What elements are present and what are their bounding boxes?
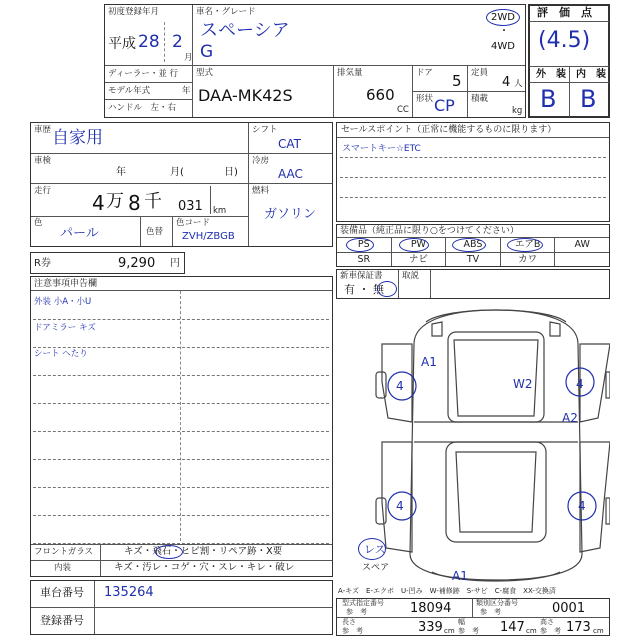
equipment-item: ナビ xyxy=(392,253,447,266)
equipment-item: ABS xyxy=(446,238,501,252)
damage-mark: 4 xyxy=(396,379,404,393)
grade: G xyxy=(200,42,214,62)
mileage-unit: km xyxy=(213,206,227,216)
type-label: 型式 xyxy=(196,68,214,78)
dealer-label: ディーラー・並 行 xyxy=(108,69,179,79)
reg-label: 登録番号 xyxy=(40,614,84,627)
header-box xyxy=(104,4,526,118)
notes-rule xyxy=(33,515,329,516)
shift-label: シフト xyxy=(252,125,278,135)
notes-line: ドアミラー キズ xyxy=(34,323,96,333)
abs-circle xyxy=(452,238,486,252)
history: 自家用 xyxy=(52,128,103,148)
approval-label: 型式指定番号 xyxy=(342,599,384,607)
equipment-item: SR xyxy=(337,253,392,266)
inspection-month: 月( xyxy=(170,167,184,178)
equipment-item: TV xyxy=(446,253,501,266)
category: 0001 xyxy=(552,601,586,616)
equipment-item: AW xyxy=(574,239,590,250)
mileage-rest: 031 xyxy=(178,199,203,214)
shape: CP xyxy=(434,96,455,115)
notes-box xyxy=(30,276,333,577)
mileage-sen-unit: 千 xyxy=(144,191,162,212)
equipment-item: カワ xyxy=(501,253,556,266)
damage-mark: 4 xyxy=(578,499,586,513)
notes-line: 外装 小A・小U xyxy=(34,297,92,307)
r-label: R券 xyxy=(34,258,51,269)
airbag-circle xyxy=(507,238,543,252)
notes-label: 注意事項申告欄 xyxy=(34,279,98,289)
interior-label: 内 装 xyxy=(576,69,606,80)
exterior-grade: B xyxy=(540,85,557,113)
equipment-item: PS xyxy=(337,238,392,252)
fuel: ガソリン xyxy=(264,207,317,222)
interior-label-row: 内装 xyxy=(54,563,72,573)
capacity-label: 定員 xyxy=(471,68,489,78)
approval-sub: 参 考 xyxy=(346,608,367,616)
manual-label: 取説 xyxy=(402,271,420,281)
warranty-circle xyxy=(377,281,397,297)
sales-point-label: セールスポイント（正常に機能するものに限ります） xyxy=(341,125,557,135)
damage-mark: 4 xyxy=(576,377,584,391)
mileage-label: 走行 xyxy=(34,186,52,196)
chassis-label: 車台番号 xyxy=(40,586,84,599)
r-amount: 9,290 xyxy=(118,256,156,271)
pw-circle xyxy=(399,238,429,252)
width-sub: 参 考 xyxy=(458,627,479,635)
color-label: 色 xyxy=(34,218,43,228)
drive-dot: ・ xyxy=(499,26,509,37)
notes-line: シート へたり xyxy=(34,349,88,359)
notes-rule xyxy=(33,403,329,404)
displacement: 660 xyxy=(366,86,395,104)
notes-rule xyxy=(33,319,329,320)
color-change-label: 色替 xyxy=(146,227,164,237)
height-unit: cm xyxy=(593,627,604,635)
notes-rule xyxy=(33,459,329,460)
damage-mark: A1 xyxy=(452,569,468,583)
reg-month: 2 xyxy=(172,32,183,52)
notes-rule xyxy=(33,431,329,432)
r-box xyxy=(30,252,185,274)
shape-label: 形状 xyxy=(416,94,434,104)
model-year-label: モデル年式 xyxy=(108,86,151,96)
model-year-unit: 年 xyxy=(182,86,191,96)
car-name-label: 車名・グレード xyxy=(196,7,256,17)
history-label: 車歴 xyxy=(34,125,52,135)
spare-text: スペア xyxy=(362,563,390,573)
equipment-row-2 xyxy=(337,253,609,266)
category-sub: 参 考 xyxy=(480,608,501,616)
door-label: ドア xyxy=(416,68,433,78)
inspection-year: 年 xyxy=(116,167,126,178)
ac-label: 冷房 xyxy=(252,156,270,166)
damage-mark: A2 xyxy=(562,411,578,425)
warranty-value: 有 ・ 無 xyxy=(344,283,384,296)
notes-rule xyxy=(33,487,329,488)
length-unit: cm xyxy=(444,627,455,635)
displacement-unit: CC xyxy=(397,105,409,115)
color: パール xyxy=(60,226,99,241)
front-glass-label: フロントガラス xyxy=(34,547,93,557)
height-label: 高さ xyxy=(540,618,554,626)
doors: 5 xyxy=(452,72,462,90)
inspection-day: 日) xyxy=(224,167,238,178)
width-label: 幅 xyxy=(458,618,465,626)
damage-mark: 4 xyxy=(396,499,404,513)
reg-year: 28 xyxy=(138,32,160,52)
length-sub: 参 考 xyxy=(342,627,363,635)
month-unit: 月 xyxy=(184,53,193,63)
damage-mark: W2 xyxy=(513,377,533,391)
length-label: 長さ xyxy=(342,618,356,626)
drive-4wd: 4WD xyxy=(491,41,515,52)
color-code: ZVH/ZBGB xyxy=(182,231,235,242)
width-unit: cm xyxy=(526,627,537,635)
mileage-man-unit: 万 xyxy=(106,191,124,212)
exterior-label: 外 装 xyxy=(536,69,566,80)
approval: 18094 xyxy=(410,601,452,616)
category-label: 類別区分番号 xyxy=(476,599,518,607)
mileage-man: 4 xyxy=(92,191,105,215)
fuel-label: 燃料 xyxy=(252,186,270,196)
inspection-label: 車検 xyxy=(34,156,52,166)
r-unit: 円 xyxy=(170,258,180,269)
notes-rule xyxy=(33,347,329,348)
interior-grade: B xyxy=(580,85,597,113)
equipment-item xyxy=(555,253,609,266)
drive-2wd: 2WD xyxy=(491,12,515,23)
equipment-item: PW xyxy=(392,238,447,252)
ac: AAC xyxy=(278,167,303,181)
warranty-label: 新車保証書 xyxy=(340,271,383,281)
damage-legend: A-キズ E-エクボ U-凹み W-補修跡 S-サビ C-腐食 XX-交換済 xyxy=(338,587,556,595)
chassis-value: 135264 xyxy=(104,585,154,600)
spare-label: レス xyxy=(364,543,386,556)
stone-chip-circle xyxy=(155,545,183,559)
equipment-label: 装備品（純正品に限り○をつけてください） xyxy=(340,226,519,236)
height-sub: 参 考 xyxy=(540,627,561,635)
load-unit: kg xyxy=(512,106,523,116)
mileage-sen: 8 xyxy=(128,191,141,215)
era: 平成 xyxy=(108,36,136,52)
handle-label: ハンドル 左・右 xyxy=(108,103,177,113)
spare-circle xyxy=(358,538,386,560)
length: 339 xyxy=(418,620,443,635)
car-name: スペーシア xyxy=(200,20,290,41)
grade-score: (4.5) xyxy=(538,28,591,53)
front-glass-text: キズ・飛石・ヒビ割・リペア跡・X要 xyxy=(124,546,283,557)
model-code: DAA-MK42S xyxy=(198,86,293,105)
grade-label: 評 価 点 xyxy=(537,6,592,19)
first-reg-label: 初度登録年月 xyxy=(108,7,160,17)
capacity: 4 xyxy=(502,75,511,90)
notes-rule xyxy=(33,375,329,376)
width: 147 xyxy=(500,620,525,635)
damage-mark: A1 xyxy=(421,355,437,369)
interior-text: キズ・汚レ・コゲ・穴・スレ・キレ・破レ xyxy=(114,562,295,573)
sales-point-text: スマートキー☆ETC xyxy=(342,144,421,154)
load-label: 積載 xyxy=(471,94,489,104)
equipment-item: エアB xyxy=(501,238,556,252)
shift: CAT xyxy=(278,137,301,151)
displacement-label: 排気量 xyxy=(337,68,363,78)
color-code-label: 色コード xyxy=(176,218,211,228)
capacity-unit: 人 xyxy=(514,79,523,89)
height: 173 xyxy=(566,620,591,635)
ps-circle xyxy=(346,238,374,252)
